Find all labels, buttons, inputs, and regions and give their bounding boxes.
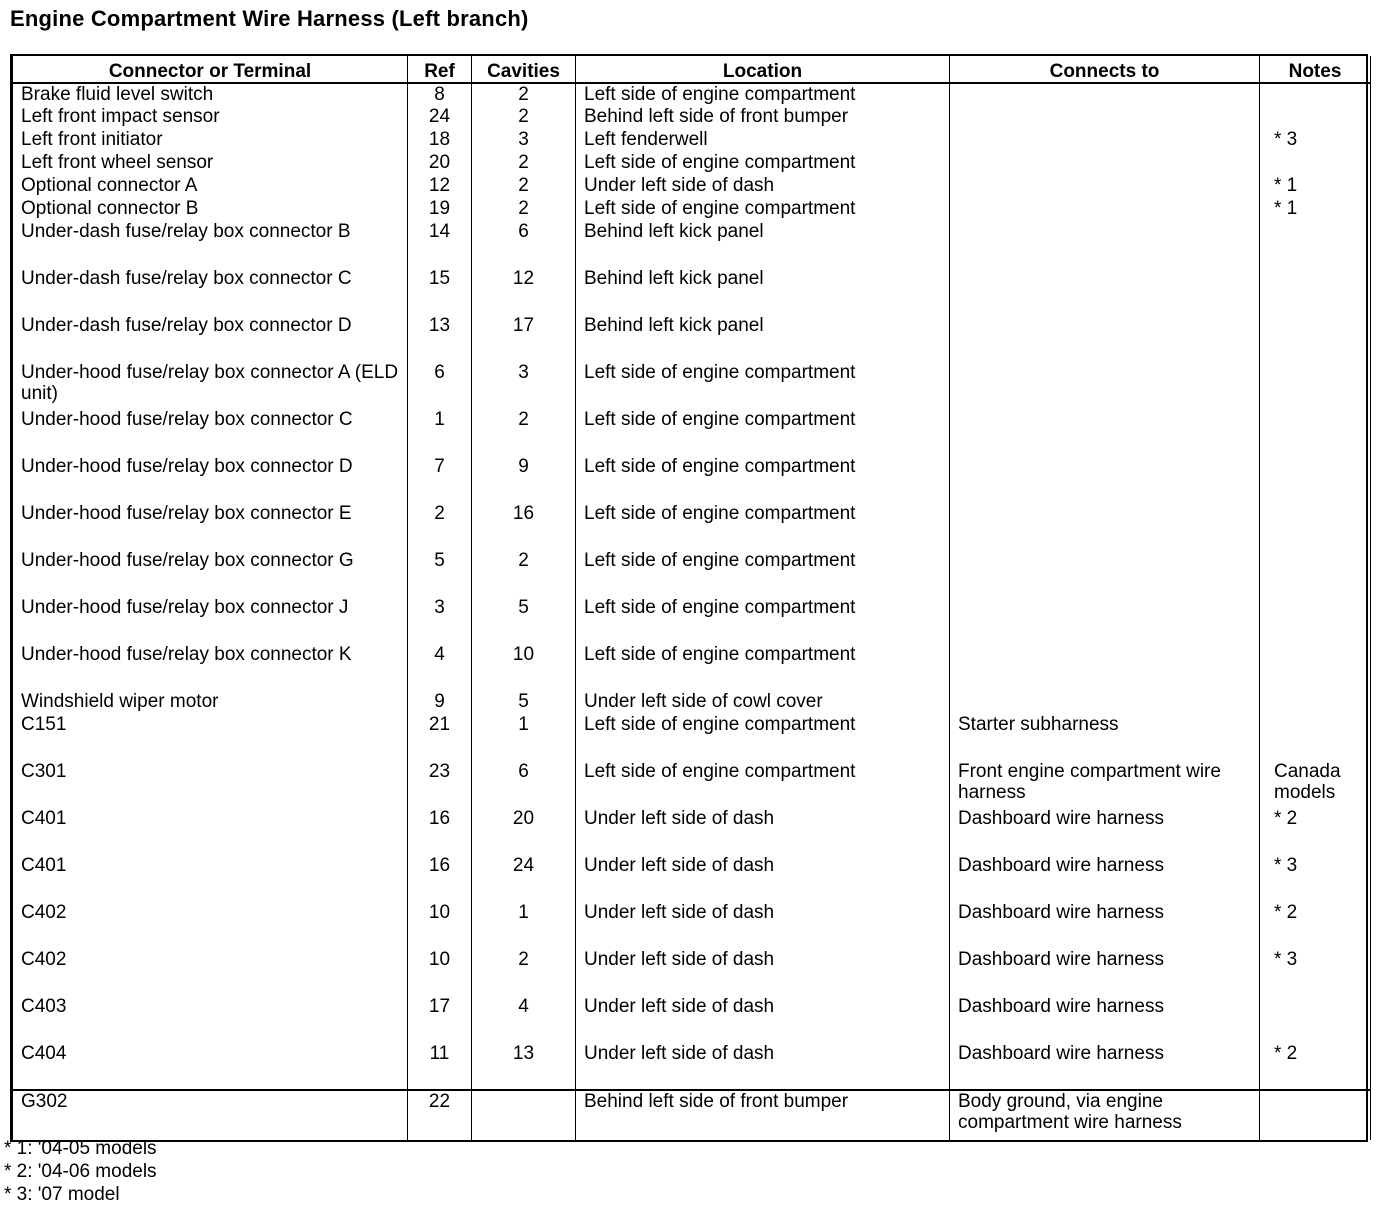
cell-ref: 1 [408,409,472,456]
cell-ref: 3 [408,597,472,644]
cell-notes: * 2 [1260,1043,1371,1090]
cell-connector: Under-hood fuse/relay box connector A (ELD unit) [13,362,408,409]
table-row [13,996,1371,1043]
cell-notes [1260,268,1371,315]
cell-connects-to [950,152,1260,175]
cell-location: Behind left side of front bumper [576,106,950,129]
cell-connects-to [950,83,1260,106]
cell-connects-to: Dashboard wire harness [950,902,1260,949]
table-row [13,1043,1371,1090]
cell-connector: C401 [13,855,408,902]
cell-notes: * 1 [1260,175,1371,198]
cell-cavities: 2 [472,175,576,198]
table-row-ground [13,1090,1371,1140]
footnote: * 1: '04-05 models [4,1138,157,1159]
cell-connects-to: Front engine compartment wire harness [950,761,1260,808]
cell-location: Under left side of dash [576,902,950,949]
cell-connector: C151 [13,714,408,761]
cell-cavities: 20 [472,808,576,855]
cell-connector: Brake fluid level switch [13,83,408,106]
cell-location: Under left side of dash [576,808,950,855]
cell-connector: C401 [13,808,408,855]
cell-cavities: 1 [472,902,576,949]
cell-connects-to [950,409,1260,456]
cell-connects-to [950,597,1260,644]
cell-notes: * 3 [1260,855,1371,902]
cell-cavities: 5 [472,691,576,714]
cell-ref: 2 [408,503,472,550]
cell-connector: Windshield wiper motor [13,691,408,714]
cell-location: Left side of engine compartment [576,456,950,503]
page-title: Engine Compartment Wire Harness (Left branch) [10,6,529,31]
table-row [13,597,1371,644]
table-row [13,949,1371,996]
cell-ref: 13 [408,315,472,362]
cell-connector: Under-hood fuse/relay box connector G [13,550,408,597]
cell-notes: * 2 [1260,902,1371,949]
cell-cavities: 2 [472,949,576,996]
cell-connector: C402 [13,902,408,949]
cell-ref: 10 [408,949,472,996]
cell-connects-to: Body ground, via engine compartment wire harness [950,1090,1260,1140]
table-row [13,268,1371,315]
cell-location: Under left side of dash [576,855,950,902]
cell-connects-to: Dashboard wire harness [950,1043,1260,1090]
cell-notes [1260,714,1371,761]
cell-ref: 22 [408,1090,472,1140]
cell-ref: 5 [408,550,472,597]
cell-cavities: 6 [472,761,576,808]
cell-connects-to [950,198,1260,221]
cell-notes [1260,550,1371,597]
cell-notes [1260,503,1371,550]
cell-location: Left side of engine compartment [576,83,950,106]
table-body [13,83,1371,1140]
cell-cavities: 9 [472,456,576,503]
cell-connector: Under-dash fuse/relay box connector D [13,315,408,362]
table-row [13,175,1371,198]
cell-notes [1260,106,1371,129]
cell-notes: * 1 [1260,198,1371,221]
harness-table-container [10,54,1368,1142]
table-row [13,761,1371,808]
cell-notes [1260,1090,1371,1140]
cell-connector: Left front initiator [13,129,408,152]
cell-location: Left side of engine compartment [576,550,950,597]
cell-cavities [472,1090,576,1140]
cell-connects-to: Dashboard wire harness [950,855,1260,902]
cell-connects-to [950,268,1260,315]
cell-connects-to: Dashboard wire harness [950,949,1260,996]
cell-connector: Under-hood fuse/relay box connector D [13,456,408,503]
cell-cavities: 3 [472,129,576,152]
cell-notes [1260,362,1371,409]
cell-ref: 4 [408,644,472,691]
cell-notes: * 2 [1260,808,1371,855]
cell-location: Behind left kick panel [576,221,950,268]
cell-connector: Optional connector B [13,198,408,221]
cell-location: Under left side of dash [576,949,950,996]
cell-ref: 6 [408,362,472,409]
header-connector: Connector or Terminal [13,56,408,83]
cell-location: Behind left side of front bumper [576,1090,950,1140]
table-header-row [13,56,1371,83]
cell-location: Left side of engine compartment [576,714,950,761]
table-row [13,456,1371,503]
cell-connects-to: Starter subharness [950,714,1260,761]
table-row [13,550,1371,597]
cell-ref: 8 [408,83,472,106]
cell-connector: G302 [13,1090,408,1140]
cell-connector: Under-hood fuse/relay box connector K [13,644,408,691]
cell-connector: Under-dash fuse/relay box connector C [13,268,408,315]
cell-notes [1260,409,1371,456]
cell-connector: C301 [13,761,408,808]
header-cavities: Cavities [472,56,576,83]
cell-ref: 7 [408,456,472,503]
cell-ref: 9 [408,691,472,714]
cell-notes [1260,644,1371,691]
table-row [13,221,1371,268]
table-row [13,129,1371,152]
table-row [13,714,1371,761]
cell-cavities: 17 [472,315,576,362]
cell-ref: 18 [408,129,472,152]
cell-connector: Left front impact sensor [13,106,408,129]
table-row [13,902,1371,949]
cell-cavities: 2 [472,83,576,106]
table-row [13,691,1371,714]
cell-connects-to [950,129,1260,152]
cell-ref: 16 [408,808,472,855]
cell-connects-to [950,456,1260,503]
cell-notes [1260,152,1371,175]
cell-cavities: 2 [472,198,576,221]
cell-location: Left side of engine compartment [576,152,950,175]
cell-notes [1260,83,1371,106]
header-location: Location [576,56,950,83]
cell-location: Left side of engine compartment [576,644,950,691]
cell-connects-to [950,106,1260,129]
table-row [13,83,1371,106]
header-notes: Notes [1260,56,1371,83]
table-row [13,198,1371,221]
cell-connects-to: Dashboard wire harness [950,996,1260,1043]
cell-cavities: 13 [472,1043,576,1090]
header-ref: Ref [408,56,472,83]
cell-cavities: 4 [472,996,576,1043]
footnotes [4,1137,157,1206]
cell-ref: 10 [408,902,472,949]
cell-cavities: 2 [472,152,576,175]
table-row [13,362,1371,409]
cell-notes [1260,597,1371,644]
cell-connects-to [950,362,1260,409]
cell-ref: 16 [408,855,472,902]
cell-location: Under left side of dash [576,175,950,198]
harness-table [12,56,1371,1140]
cell-connects-to [950,175,1260,198]
table-row [13,808,1371,855]
cell-cavities: 3 [472,362,576,409]
cell-ref: 11 [408,1043,472,1090]
cell-location: Left side of engine compartment [576,362,950,409]
cell-ref: 21 [408,714,472,761]
cell-cavities: 12 [472,268,576,315]
cell-notes [1260,456,1371,503]
table-row [13,315,1371,362]
cell-connector: C402 [13,949,408,996]
cell-location: Left side of engine compartment [576,761,950,808]
cell-cavities: 2 [472,106,576,129]
table-row [13,152,1371,175]
cell-notes [1260,996,1371,1043]
cell-notes: * 3 [1260,129,1371,152]
cell-connector: Under-dash fuse/relay box connector B [13,221,408,268]
cell-ref: 15 [408,268,472,315]
cell-location: Behind left kick panel [576,315,950,362]
cell-connector: Under-hood fuse/relay box connector C [13,409,408,456]
cell-connector: C403 [13,996,408,1043]
cell-connects-to [950,221,1260,268]
cell-connects-to [950,691,1260,714]
cell-cavities: 10 [472,644,576,691]
cell-connector: Left front wheel sensor [13,152,408,175]
cell-notes [1260,691,1371,714]
cell-ref: 24 [408,106,472,129]
cell-cavities: 5 [472,597,576,644]
footnote: * 2: '04-06 models [4,1161,157,1182]
footnote: * 3: '07 model [4,1184,120,1205]
cell-connects-to [950,503,1260,550]
cell-cavities: 2 [472,550,576,597]
cell-location: Under left side of dash [576,996,950,1043]
cell-ref: 14 [408,221,472,268]
cell-connects-to [950,644,1260,691]
cell-cavities: 2 [472,409,576,456]
cell-connector: Under-hood fuse/relay box connector J [13,597,408,644]
cell-location: Left side of engine compartment [576,409,950,456]
table-row [13,503,1371,550]
cell-ref: 19 [408,198,472,221]
cell-connects-to [950,550,1260,597]
cell-location: Left side of engine compartment [576,198,950,221]
table-row [13,106,1371,129]
cell-location: Left side of engine compartment [576,503,950,550]
cell-notes [1260,221,1371,268]
cell-notes: * 3 [1260,949,1371,996]
header-connects-to: Connects to [950,56,1260,83]
cell-cavities: 16 [472,503,576,550]
cell-cavities: 6 [472,221,576,268]
cell-cavities: 24 [472,855,576,902]
cell-ref: 20 [408,152,472,175]
cell-ref: 17 [408,996,472,1043]
cell-notes [1260,315,1371,362]
cell-ref: 23 [408,761,472,808]
cell-ref: 12 [408,175,472,198]
cell-connector: Under-hood fuse/relay box connector E [13,503,408,550]
cell-connector: Optional connector A [13,175,408,198]
cell-cavities: 1 [472,714,576,761]
table-row [13,644,1371,691]
cell-notes: Canada models [1260,761,1371,808]
cell-location: Left fenderwell [576,129,950,152]
cell-location: Under left side of dash [576,1043,950,1090]
table-row [13,855,1371,902]
cell-connects-to [950,315,1260,362]
cell-connects-to: Dashboard wire harness [950,808,1260,855]
cell-connector: C404 [13,1043,408,1090]
cell-location: Under left side of cowl cover [576,691,950,714]
cell-location: Left side of engine compartment [576,597,950,644]
table-row [13,409,1371,456]
cell-location: Behind left kick panel [576,268,950,315]
